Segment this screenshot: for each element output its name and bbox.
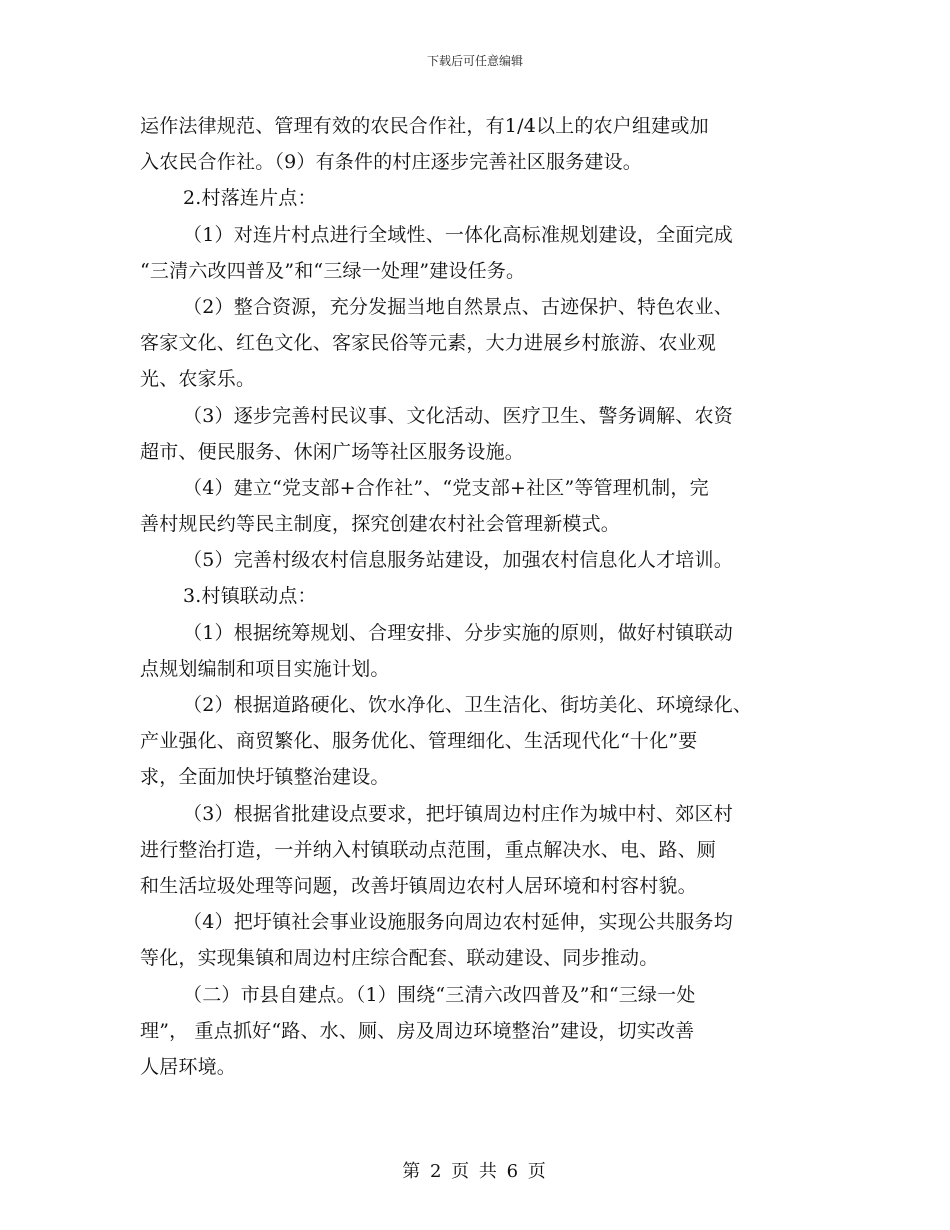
text-line: 客家文化、红色文化、客家民俗等元素，大力进展乡村旅游、农业观 bbox=[140, 332, 717, 355]
text-line: 入农民合作社。（9）有条件的村庄逐步完善社区服务建设。 bbox=[140, 151, 642, 174]
text-line: （3）逐步完善村民议事、文化活动、医疗卫生、警务调解、农资 bbox=[183, 404, 733, 427]
text-line: 善村规民约等民主制度，探究创建农村社会管理新模式。 bbox=[140, 513, 621, 536]
text-line: （2）整合资源，充分发掘当地自然景点、古迹保护、特色农业、 bbox=[183, 295, 733, 318]
text-line: （1）根据统筹规划、合理安排、分步实施的原则，做好村镇联动 bbox=[183, 621, 733, 644]
section-heading: 3.村镇联动点： bbox=[183, 585, 317, 608]
text-line: 产业强化、商贸繁化、服务优化、管理细化、生活现代化“十化”要 bbox=[140, 730, 698, 753]
text-line: （2）根据道路硬化、饮水净化、卫生洁化、街坊美化、环境绿化、 bbox=[183, 694, 753, 716]
page-header-note: 下载后可任意编辑 bbox=[426, 54, 523, 68]
text-line: （5）完善村级农村信息服务站建设，加强农村信息化人才培训。 bbox=[183, 549, 733, 572]
text-line: （二）市县自建点。（1）围绕“三清六改四普及”和“三绿一处 bbox=[183, 983, 696, 1006]
text-line: 理”， 重点抓好“路、水、厕、房及周边环境整治”建设，切实改善 bbox=[140, 1019, 695, 1042]
text-line: 点规划编制和项目实施计划。 bbox=[140, 657, 390, 680]
section-heading: 2.村落连片点： bbox=[183, 187, 317, 210]
text-line: 进行整治打造，一并纳入村镇联动点范围，重点解决水、电、路、厕 bbox=[140, 838, 717, 861]
text-line: 光、农家乐。 bbox=[140, 368, 256, 391]
text-line: （4）把圩镇社会事业设施服务向周边农村延伸，实现公共服务均 bbox=[183, 911, 733, 934]
text-line: 人居环境。 bbox=[140, 1055, 237, 1078]
text-line: （4）建立“党支部+合作社”、“党支部+社区”等管理机制，完 bbox=[183, 476, 709, 499]
page-number: 第 2 页 共 6 页 bbox=[402, 1161, 548, 1182]
text-line: 和生活垃圾处理等问题，改善圩镇周边农村人居环境和村容村貌。 bbox=[140, 874, 697, 897]
text-line: （3）根据省批建设点要求，把圩镇周边村庄作为城中村、郊区村 bbox=[183, 802, 733, 825]
text-line: 等化，实现集镇和周边村庄综合配套、联动建设、同步推动。 bbox=[140, 947, 659, 970]
text-line: 超市、便民服务、休闲广场等社区服务设施。 bbox=[140, 440, 525, 463]
text-line: 求，全面加快圩镇整治建设。 bbox=[140, 766, 390, 789]
text-line: “三清六改四普及”和“三绿一处理”建设任务。 bbox=[140, 259, 526, 282]
text-line: 运作法律规范、管理有效的农民合作社，有1/4以上的农户组建或加 bbox=[140, 115, 709, 137]
text-line: （1）对连片村点进行全域性、一体化高标准规划建设，全面完成 bbox=[183, 223, 733, 246]
document-body bbox=[140, 108, 820, 1085]
